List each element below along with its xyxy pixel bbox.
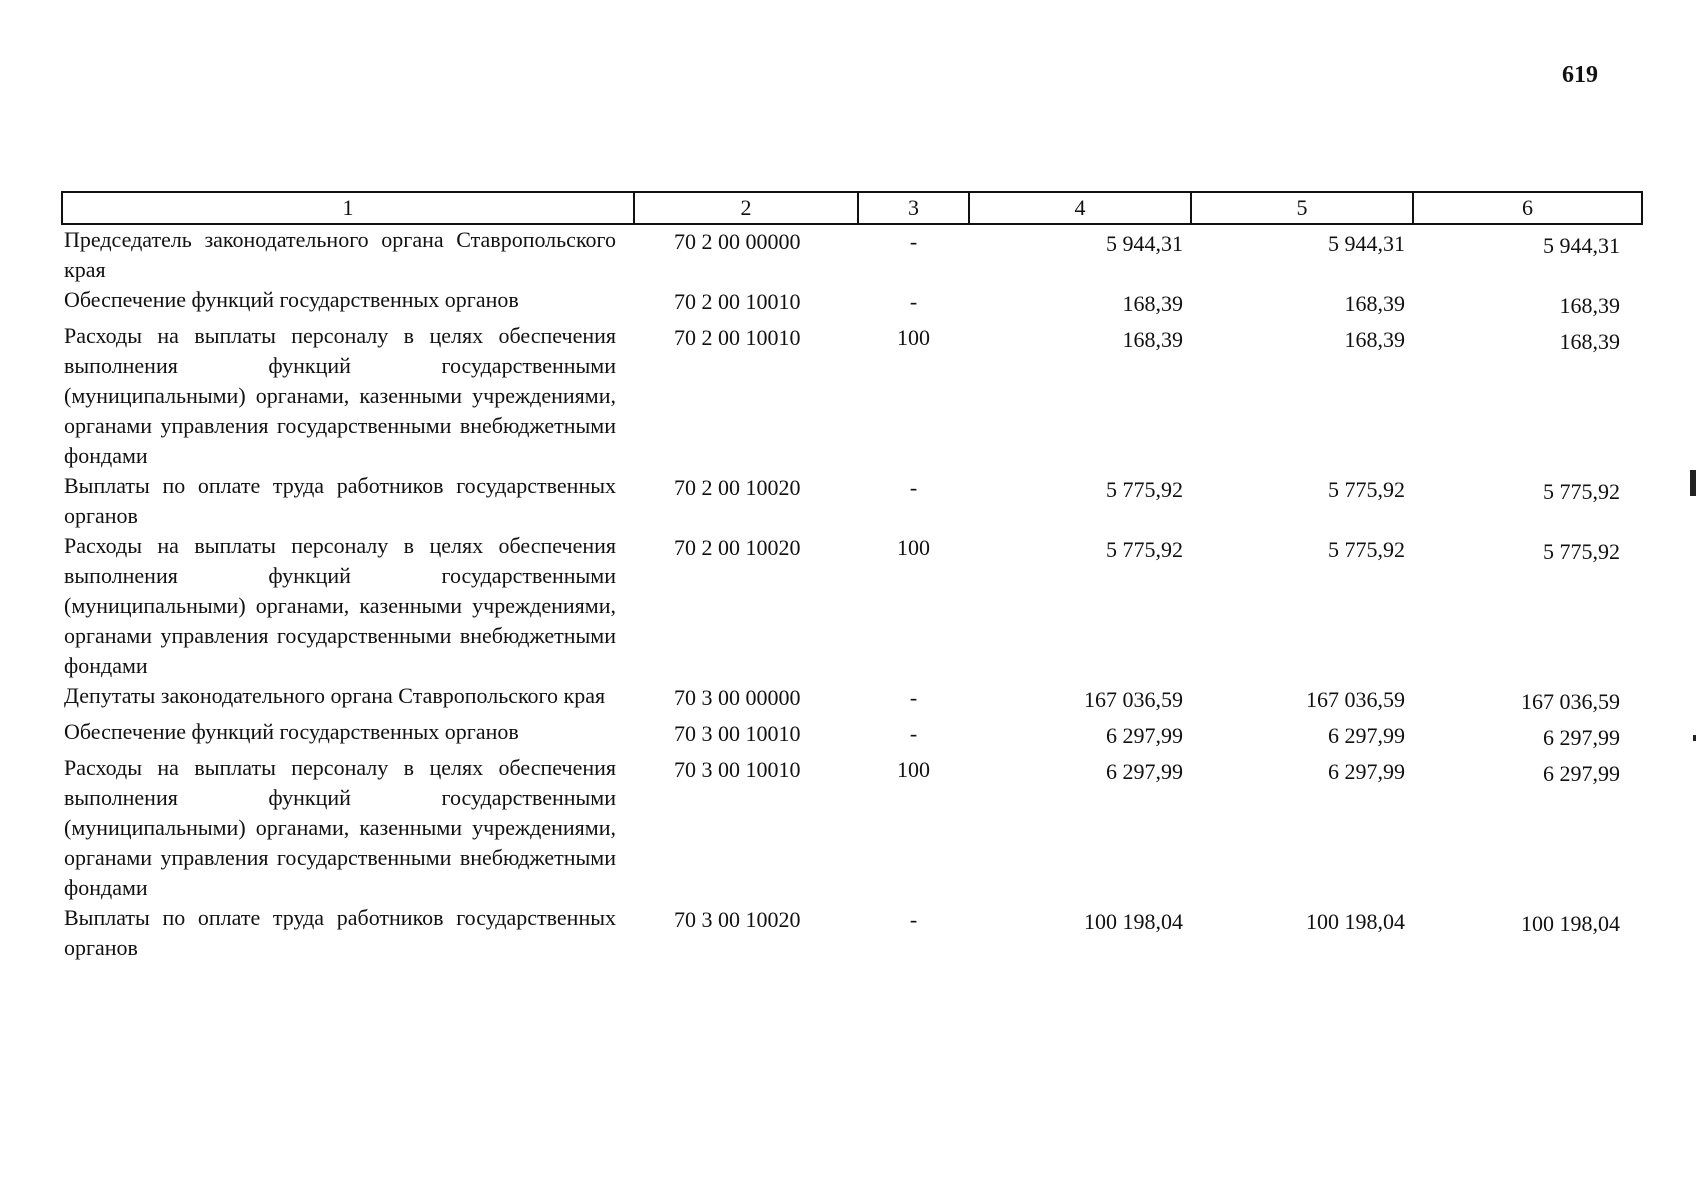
row-value-col6: 5 775,92 xyxy=(1543,479,1620,504)
row-value-col6: 168,39 xyxy=(1559,329,1620,354)
row-code: 70 3 00 10010 xyxy=(674,721,801,746)
column-header-1: 1 xyxy=(62,192,634,224)
row-value-col6: 5 944,31 xyxy=(1543,233,1620,258)
row-value-col6: 5 775,92 xyxy=(1543,539,1620,564)
row-value-col4: 168,39 xyxy=(1122,327,1183,352)
budget-table xyxy=(61,191,1643,963)
row-value-col4: 6 297,99 xyxy=(1106,759,1183,784)
row-expense-type: - xyxy=(909,229,918,254)
table-row xyxy=(62,903,1642,963)
table-row xyxy=(62,321,1642,471)
row-value-col4: 5 944,31 xyxy=(1106,231,1183,256)
table-body xyxy=(62,224,1642,963)
row-code: 70 2 00 10020 xyxy=(674,535,801,560)
row-name: Обеспечение функций государственных органов xyxy=(64,719,519,744)
page-number: 619 xyxy=(1562,62,1598,88)
table-row xyxy=(62,681,1642,717)
row-expense-type: 100 xyxy=(897,325,930,350)
row-value-col4: 5 775,92 xyxy=(1106,537,1183,562)
table-row xyxy=(62,285,1642,321)
row-name: Расходы на выплаты персоналу в целях обеспечения выполнения функций государственными (муниципальными) органами, казенными учреждениями, органами управления государственными внебюджетными фондами xyxy=(64,533,616,678)
row-value-col6: 168,39 xyxy=(1559,293,1620,318)
row-code: 70 3 00 10020 xyxy=(674,907,801,932)
table-header xyxy=(62,192,1642,224)
row-expense-type: - xyxy=(909,685,918,710)
table-row xyxy=(62,531,1642,681)
column-header-4: 4 xyxy=(969,192,1191,224)
row-name: Выплаты по оплате труда работников государственных органов xyxy=(64,905,616,960)
row-value-col4: 168,39 xyxy=(1122,291,1183,316)
header-row xyxy=(62,192,1642,224)
column-header-5: 5 xyxy=(1191,192,1413,224)
row-value-col5: 5 775,92 xyxy=(1328,537,1405,562)
table-row xyxy=(62,753,1642,903)
row-expense-type: - xyxy=(909,289,918,314)
table-row xyxy=(62,471,1642,531)
row-value-col4: 6 297,99 xyxy=(1106,723,1183,748)
row-value-col6: 6 297,99 xyxy=(1543,725,1620,750)
row-value-col6: 6 297,99 xyxy=(1543,761,1620,786)
row-name: Депутаты законодательного органа Ставропольского края xyxy=(64,683,606,708)
column-header-2: 2 xyxy=(634,192,858,224)
row-value-col5: 6 297,99 xyxy=(1328,759,1405,784)
row-expense-type: 100 xyxy=(897,757,930,782)
row-name: Расходы на выплаты персоналу в целях обеспечения выполнения функций государственными (муниципальными) органами, казенными учреждениями, органами управления государственными внебюджетными фондами xyxy=(64,323,616,468)
row-code: 70 3 00 10010 xyxy=(674,757,801,782)
row-value-col5: 5 944,31 xyxy=(1328,231,1405,256)
row-code: 70 2 00 00000 xyxy=(674,229,801,254)
column-header-3: 3 xyxy=(858,192,969,224)
row-value-col5: 168,39 xyxy=(1344,327,1405,352)
row-value-col5: 5 775,92 xyxy=(1328,477,1405,502)
row-value-col4: 100 198,04 xyxy=(1084,909,1183,934)
row-code: 70 3 00 00000 xyxy=(674,685,801,710)
row-expense-type: - xyxy=(909,907,918,932)
row-expense-type: 100 xyxy=(897,535,930,560)
row-value-col4: 5 775,92 xyxy=(1106,477,1183,502)
row-value-col5: 6 297,99 xyxy=(1328,723,1405,748)
row-name: Обеспечение функций государственных органов xyxy=(64,287,519,312)
row-code: 70 2 00 10020 xyxy=(674,475,801,500)
row-name: Председатель законодательного органа Ставропольского края xyxy=(64,227,616,282)
row-value-col4: 167 036,59 xyxy=(1084,687,1183,712)
row-expense-type: - xyxy=(909,721,918,746)
row-code: 70 2 00 10010 xyxy=(674,325,801,350)
row-value-col5: 168,39 xyxy=(1344,291,1405,316)
row-value-col5: 100 198,04 xyxy=(1306,909,1405,934)
table-row xyxy=(62,717,1642,753)
row-value-col6: 100 198,04 xyxy=(1521,911,1620,936)
column-header-6: 6 xyxy=(1413,192,1642,224)
row-value-col5: 167 036,59 xyxy=(1306,687,1405,712)
row-expense-type: - xyxy=(909,475,918,500)
table-row xyxy=(62,224,1642,285)
scan-edge-mark xyxy=(1690,470,1696,496)
row-value-col6: 167 036,59 xyxy=(1521,689,1620,714)
row-name: Расходы на выплаты персоналу в целях обеспечения выполнения функций государственными (муниципальными) органами, казенными учреждениями, органами управления государственными внебюджетными фондами xyxy=(64,755,616,900)
row-name: Выплаты по оплате труда работников государственных органов xyxy=(64,473,616,528)
row-code: 70 2 00 10010 xyxy=(674,289,801,314)
